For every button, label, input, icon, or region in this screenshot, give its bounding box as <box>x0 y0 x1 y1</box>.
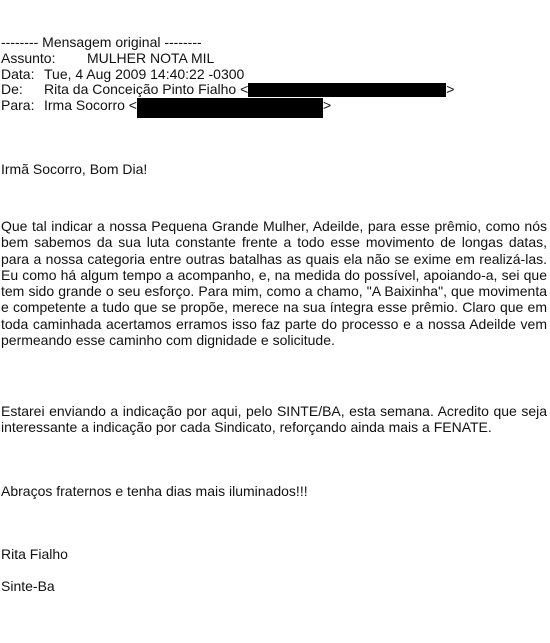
from-end-bracket: > <box>446 81 455 97</box>
signature-organization: Sinte-Ba <box>1 578 55 594</box>
subject-row <box>1 50 214 66</box>
from-label: De: <box>1 81 23 97</box>
subject-value: MULHER NOTA MIL <box>87 50 215 66</box>
date-value: Tue, 4 Aug 2009 14:40:22 -0300 <box>44 66 245 82</box>
signature-name: Rita Fialho <box>1 546 68 562</box>
to-name: Irma Socorro < <box>44 97 137 113</box>
date-row <box>1 66 244 82</box>
to-end-bracket: > <box>322 97 332 113</box>
original-message-separator: -------- Mensagem original -------- <box>1 34 202 50</box>
date-label: Data: <box>1 66 35 82</box>
to-row <box>1 97 331 118</box>
body-paragraph-2: Estarei enviando a indicação por aqui, pelo SINTE/BA, esta semana. Acredito que seja interessante a indicação por cada Sindicato, reforçando ainda mais a FENATE. <box>1 403 547 436</box>
to-label: Para: <box>1 97 35 113</box>
greeting: Irmã Socorro, Bom Dia! <box>1 161 148 177</box>
body-paragraph-1: Que tal indicar a nossa Pequena Grande Mulher, Adeilde, para esse prêmio, como nós bem sabemos da sua luta constante frente a todo esse movimento de longas datas, para a nossa categoria entre outras batalhas as quais ela não se exime em realizá-las. Eu como há algum tempo a acompanho, e, na medida do possível, apoiando-a, sei que tem sido grande o seu esforço. Para mim, como a chamo, "A Baixinha", que movimenta e competente a tudo que se propõe, merece na sua íntegra esse prêmio. Claro que em toda caminhada acertamos erramos isso faz parte do processo e a nossa Adeilde vem permeando esse caminho com dignidade e solicitude. <box>1 218 547 349</box>
redacted-email-to <box>137 98 323 118</box>
from-name: Rita da Conceição Pinto Fialho < <box>44 81 249 97</box>
redacted-email-from <box>248 83 446 97</box>
subject-label: Assunto: <box>1 50 56 66</box>
from-row <box>1 81 454 97</box>
closing-line: Abraços fraternos e tenha dias mais iluminados!!! <box>1 483 308 499</box>
